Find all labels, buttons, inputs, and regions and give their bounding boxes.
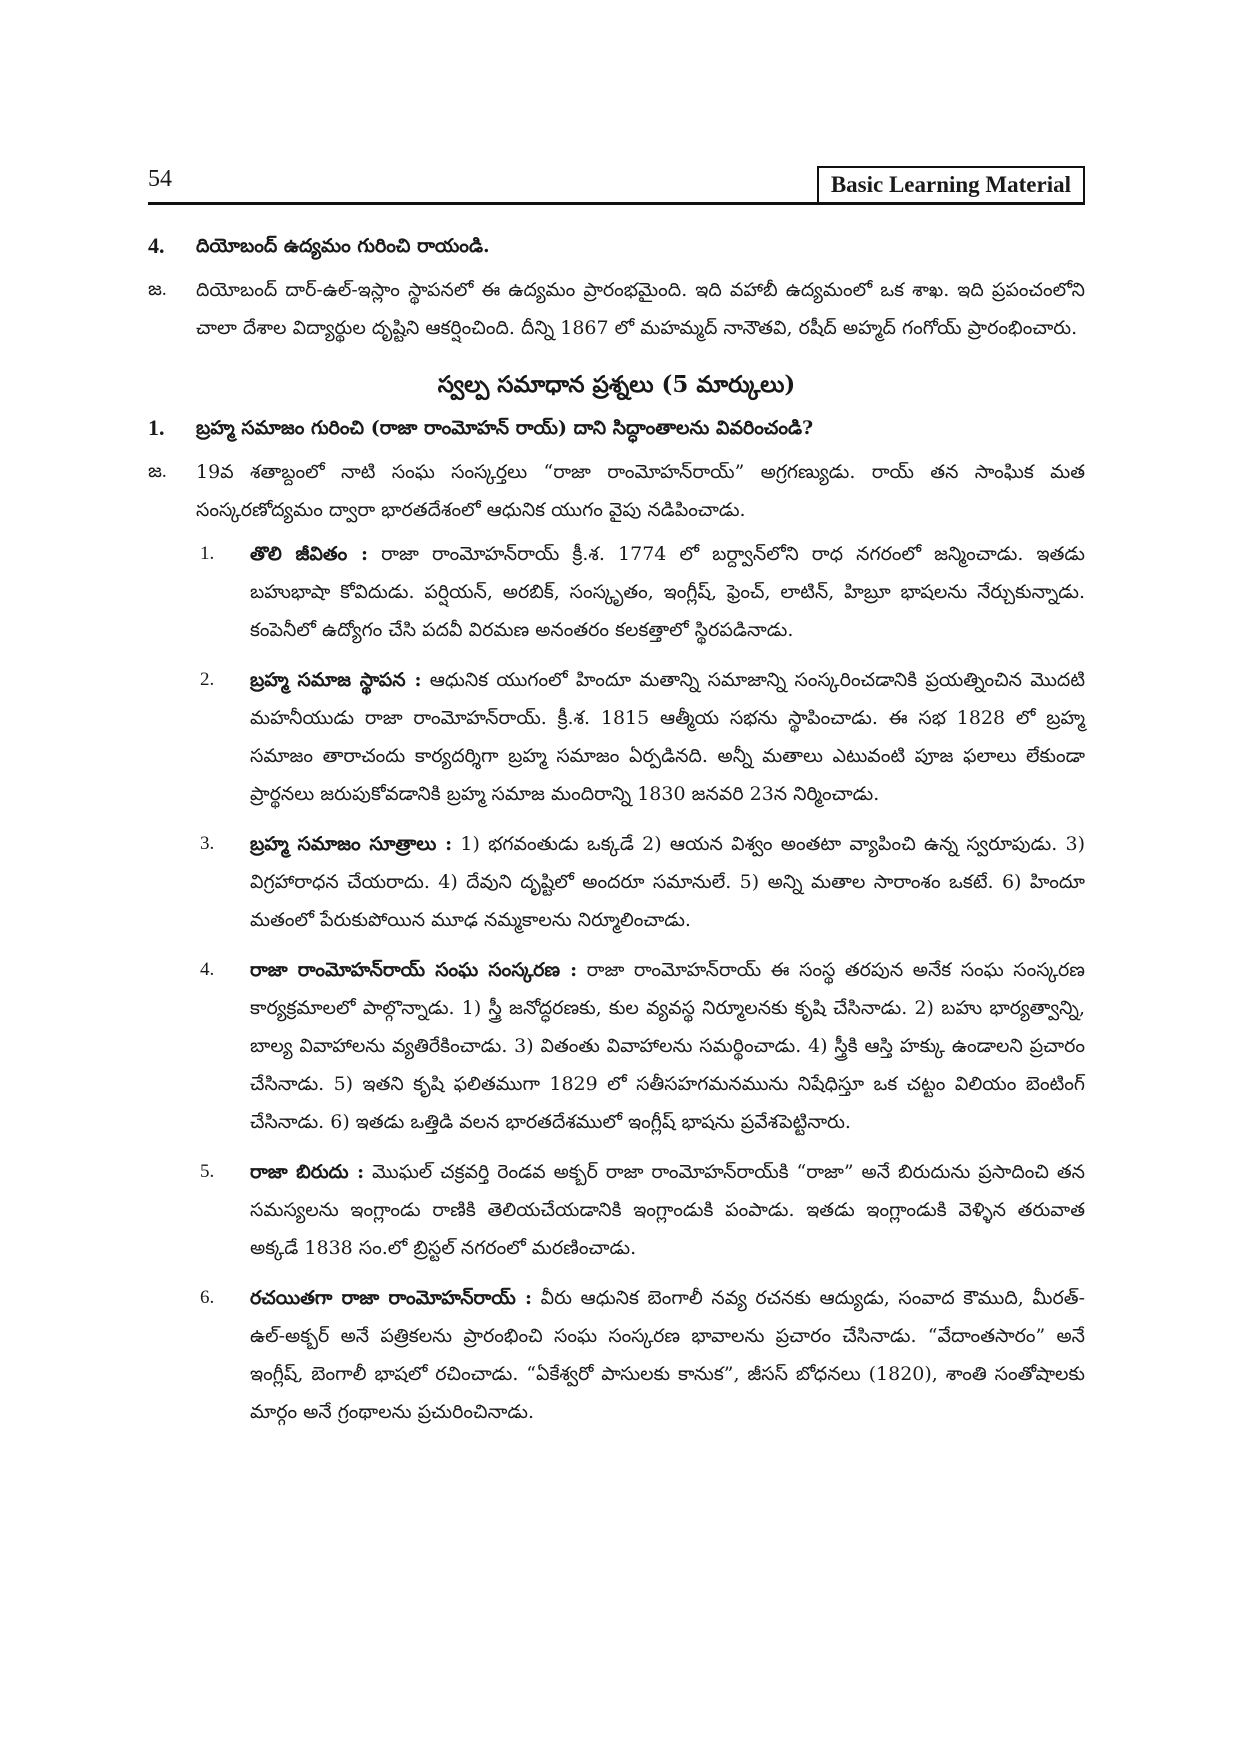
answer-text: దియోబంద్ దార్-ఉల్-ఇస్లాం స్థాపనలో ఈ ఉద్యమం ప్రారంభమైంది. ఇది వహాబీ ఉద్యమంలో ఒక శాఖ. ఇది ప్రపంచంలోని చాలా దేశాల విద్యార్థుల దృష్టిని ఆకర్షించింది. దీన్ని 1867 లో మహమ్మద్ నానౌతవి, రషీద్ అహ్మద్ గంగోయ్ ప్రారంభించారు. [196,279,1085,339]
header-title-box: Basic Learning Material [817,166,1085,202]
list-item [196,1153,1085,1267]
list-item [196,661,1085,813]
question-1 [148,409,1085,447]
answer-marker: జ. [148,461,167,482]
list-item [196,1279,1085,1431]
question-number: 4. [148,233,165,258]
list-item [196,825,1085,939]
item-number: 2. [200,669,215,690]
page-number: 54 [148,166,172,192]
section-title: స్వల్ప సమాధాన ప్రశ్నలు (5 మార్కులు) [437,371,796,398]
item-body: రాజా రాంమోహన్‌రాయ్ ఈ సంస్థ తరపున అనేక సంఘ సంస్కరణ కార్యక్రమాలలో పాల్గొన్నాడు. 1) స్త్రీ జనోద్ధరణకు, కుల వ్యవస్థ నిర్మూలనకు కృషి చేసినాడు. 2) బహు భార్యత్వాన్ని, బాల్య వివాహాలను వ్యతిరేకించాడు. 3) వితంతు వివాహాలను సమర్థించాడు. 4) స్త్రీకి ఆస్తి హక్కు ఉండాలని ప్రచారం చేసినాడు. 5) ఇతని కృషి ఫలితముగా 1829 లో సతీసహగమనమును నిషేధిస్తూ ఒక చట్టం విలియం బెంటింగ్ చేసినాడు. 6) ఇతడు ఒత్తిడి వలన భారతదేశములో ఇంగ్లీష్ భాషను ప్రవేశపెట్టినారు. [250,959,1085,1133]
item-text [250,1279,1085,1431]
question-text: బ్రహ్మ సమాజం గురించి (రాజా రాంమోహన్ రాయ్) దాని సిద్ధాంతాలను వివరించండి? [196,417,814,439]
item-title: బ్రహ్మ సమాజం సూత్రాలు : [250,833,453,855]
item-text [250,951,1085,1141]
item-number: 5. [200,1161,215,1182]
answer-marker: జ. [148,279,167,300]
list-item [196,535,1085,649]
question-4 [148,227,1085,265]
item-title: రాజా రాంమోహన్‌రాయ్ సంఘ సంస్కరణ : [250,959,578,981]
item-body: రాజా రాంమోహన్‌రాయ్ క్రీ.శ. 1774 లో బర్ద్వాన్‌లోని రాధ నగరంలో జన్మించాడు. ఇతడు బహుభాషా కోవిదుడు. పర్షియన్, అరబిక్, సంస్కృతం, ఇంగ్లీష్, ఫ్రెంచ్, లాటిన్, హిబ్రూ భాషలను నేర్చుకున్నాడు. కంపెనీలో ఉద్యోగం చేసి పదవీ విరమణ అనంతరం కలకత్తాలో స్థిరపడినాడు. [250,543,1085,641]
page [148,160,1085,1443]
item-text [250,825,1085,939]
page-header [148,160,1085,205]
item-text [250,1153,1085,1267]
item-body: వీరు ఆధునిక బెంగాలీ నవ్య రచనకు ఆద్యుడు, సంవాద కౌముది, మీరత్-ఉల్-అక్బర్ అనే పత్రికలను ప్రారంభించి సంఘ సంస్కరణ భావాలను ప్రచారం చేసినాడు. “వేదాంతసారం” అనే ఇంగ్లీష్, బెంగాలీ భాషలో రచించాడు. “ఏకేశ్వరో పాసులకు కానుక”, జీసస్ బోధనలు (1820), శాంతి సంతోషాలకు మార్గం అనే గ్రంథాలను ప్రచురించినాడు. [250,1287,1085,1423]
item-title: తొలి జీవితం : [250,543,369,565]
item-body: 1) భగవంతుడు ఒక్కడే 2) ఆయన విశ్వం అంతటా వ్యాపించి ఉన్న స్వరూపుడు. 3) విగ్రహారాధన చేయరాదు. 4) దేవుని దృష్టిలో అందరూ సమానులే. 5) అన్ని మతాల సారాంశం ఒకటే. 6) హిందూ మతంలో పేరుకుపోయిన మూఢ నమ్మకాలను నిర్మూలించాడు. [250,833,1085,931]
item-title: రచయితగా రాజా రాంమోహన్‌రాయ్ : [250,1287,532,1309]
item-number: 4. [200,959,215,980]
item-body: మొఘల్ చక్రవర్తి రెండవ అక్బర్ రాజా రాంమోహన్‌రాయ్‌కి “రాజా” అనే బిరుదును ప్రసాదించి తన సమస్యలను ఇంగ్లాండు రాణికి తెలియచేయడానికి ఇంగ్లాండుకి పంపాడు. ఇతడు ఇంగ్లాండుకి వెళ్ళిన తరువాత అక్కడే 1838 సం.లో బ్రిస్టల్ నగరంలో మరణించాడు. [250,1161,1085,1259]
item-title: బ్రహ్మ సమాజ స్థాపన : [250,669,422,691]
item-text [250,535,1085,649]
item-number: 6. [200,1287,215,1308]
question-text: దియోబంద్ ఉద్యమం గురించి రాయండి. [196,235,490,257]
answer-4 [148,271,1085,347]
item-number: 1. [200,543,215,564]
list-item [196,951,1085,1141]
question-number: 1. [148,415,165,440]
item-body: ఆధునిక యుగంలో హిందూ మతాన్ని సమాజాన్ని సంస్కరించడానికి ప్రయత్నించిన మొదటి మహనీయుడు రాజా రాంమోహన్‌రాయ్. క్రీ.శ. 1815 ఆత్మీయ సభను స్థాపించాడు. ఈ సభ 1828 లో బ్రహ్మ సమాజం తారాచందు కార్యదర్శిగా బ్రహ్మ సమాజం ఏర్పడినది. అన్నీ మతాలు ఎటువంటి పూజ ఫలాలు లేకుండా ప్రార్థనలు జరుపుకోవడానికి బ్రహ్మ సమాజ మందిరాన్ని 1830 జనవరి 23న నిర్మించాడు. [250,669,1085,805]
answer-items-list [196,535,1085,1431]
answer-1 [148,453,1085,529]
item-number: 3. [200,833,215,854]
answer-text: 19వ శతాబ్దంలో నాటి సంఘ సంస్కర్తలు “రాజా రాంమోహన్‌రాయ్” అగ్రగణ్యుడు. రాయ్ తన సాంఘిక మత సంస్కరణోద్యమం ద్వారా భారతదేశంలో ఆధునిక యుగం వైపు నడిపించాడు. [196,461,1085,521]
item-text [250,661,1085,813]
item-title: రాజా బిరుదు : [250,1161,365,1183]
